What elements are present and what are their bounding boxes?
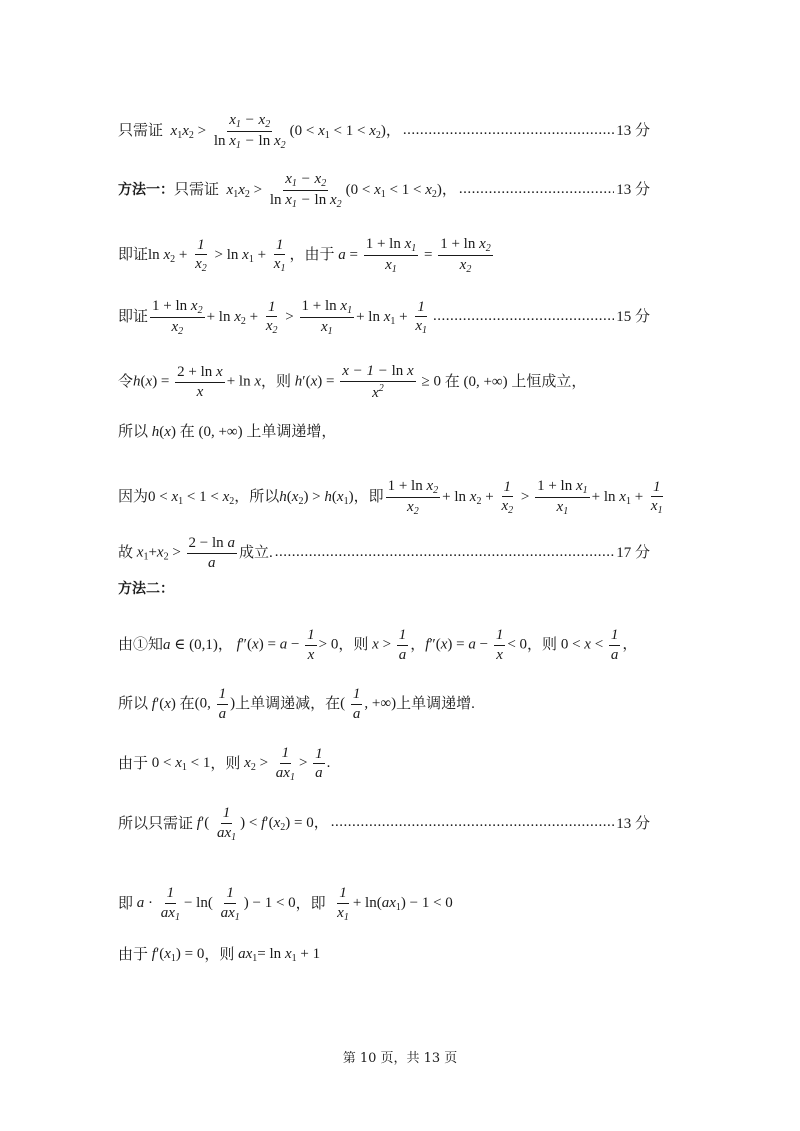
proof-line-5: [118, 363, 650, 401]
line-tail: 上单调递增，: [246, 424, 337, 440]
math-expr-2: f″(x) = a − $\frac{1}{x}$ > 0: [236, 627, 339, 663]
proof-line-11: [118, 686, 650, 722]
line-tail-2: 上恒成立，: [511, 373, 587, 390]
points-label: 13 分: [616, 123, 650, 140]
math-expr: h(x): [151, 424, 180, 440]
line-mid: ，则: [261, 373, 292, 390]
math-expr: $x_1x_2$ > $\frac{x_1 - x_2}{\ln x_1 - \ln x_2}$ $(0 < x_1 < 1 < x_2)$，: [226, 171, 457, 210]
line-lead: 所以: [118, 695, 149, 712]
method-two-heading: 方法二：: [118, 581, 174, 597]
line-mid: 在: [179, 424, 195, 440]
proof-line-4: [118, 298, 650, 337]
math-expr-3: x > $\frac{1}{a}$: [372, 627, 407, 663]
line-lead: 由于: [118, 755, 149, 772]
line-lead: 即: [118, 895, 134, 912]
proof-line-6: [118, 424, 650, 441]
math-expr: a · $\frac{1}{ax_1}$ − ln( $\frac{1}{ax_1}$ ) − 1 < 0: [136, 885, 296, 923]
line-mid: ，: [217, 636, 233, 653]
math-expr-2: $h(x_2) > h(x_1)$: [279, 488, 354, 507]
line-lead: 因为: [118, 489, 149, 506]
proof-line-15: [118, 946, 650, 964]
line-tail: 上单调递减，在: [235, 695, 341, 712]
proof-line-9: [118, 582, 650, 597]
leader-dots: [433, 310, 614, 325]
math-expr-2: $\frac{1}{x_1}$ + $\ln(ax_1) - 1 < 0$: [337, 885, 453, 923]
math-expr: h(x) = $\frac{\text{2 + ln x}}{x}$ + ln x: [133, 364, 262, 400]
line-lead: 即证: [118, 309, 149, 326]
proof-line-2: [118, 171, 650, 210]
interval: (0, $\frac{1}{a}$ ): [194, 686, 236, 722]
math-expr: $\ln x_2$ + $\frac{1}{x_2}$ > $\ln x_1$ + $\frac{1}{x_1}$: [148, 236, 286, 275]
math-expr: $f'(x_1) = 0$: [151, 946, 205, 964]
line-mid: ，即: [295, 895, 326, 912]
line-mid: ，则: [204, 946, 235, 963]
line-tail: ，即: [353, 489, 384, 506]
math-expr-4: f″(x) = a − $\frac{1}{x}$ < 0: [425, 627, 528, 663]
leader-dots: [459, 183, 614, 198]
line-lead: 只需证: [174, 182, 220, 199]
points-label: 17 分: [616, 544, 650, 561]
method-one-heading: 方法一：: [118, 181, 174, 198]
line-lead: 故: [118, 544, 134, 561]
math-expr-2: $x_2$ > $\frac{1}{ax_1}$ > $\frac{1}{a}$ .: [244, 745, 331, 783]
proof-line-14: [118, 885, 650, 923]
math-expr-2: $ax_1= \ln x_1 + 1$: [238, 946, 321, 964]
interval: (0, +∞): [459, 373, 512, 390]
line-tail: 在: [444, 373, 460, 390]
math-expr: $x_1+x_2$ > $\frac{\text{2 − ln a}}{a}$: [136, 535, 235, 571]
math-expr: $0 < x_1 < 1 < x_2$: [148, 488, 235, 507]
proof-line-12: [118, 745, 650, 783]
math-expr-5: 0 < x < $\frac{1}{a}$ ，: [557, 627, 638, 663]
line-mid: ，由于: [289, 247, 335, 264]
proof-line-7: [118, 478, 663, 517]
proof-line-3: [118, 236, 650, 275]
line-lead: 即证: [118, 247, 149, 264]
points-label: 13 分: [616, 182, 650, 199]
math-expr-2: a = $\frac{1 + \ln x_1}{x_1}$ = $\frac{1 + \ln x_2}{x_2}$: [338, 236, 491, 275]
proof-line-8: [118, 535, 650, 571]
line-lead: 所以只需证: [118, 815, 194, 832]
line-mid: 在: [179, 695, 195, 712]
math-expr: f′( $\frac{1}{ax_1}$ ) < $f'(x_2) = 0$，: [196, 805, 329, 843]
leader-dots: [275, 546, 615, 561]
math-expr: $\frac{1 + \ln x_2}{x_2}$ + $\ln x_2$ + $\frac{1}{x_2}$ > $\frac{1 + \ln x_1}{x_1}$ + $\ln x_1$ + $\frac{1}{x_1}$: [152, 298, 428, 337]
proof-line-13: [118, 805, 650, 843]
interval: (0, +∞): [194, 424, 247, 440]
line-mid: ，则: [210, 755, 241, 772]
proof-line-10: [118, 627, 660, 663]
line-tail-2: ，则: [527, 636, 558, 653]
line-tail: 成立.: [238, 544, 273, 561]
math-expr: $0 < x_1 < 1$: [148, 754, 211, 773]
line-tail-2: 上单调递增.: [396, 695, 475, 712]
line-lead: 令: [118, 373, 134, 390]
line-mid: ，所以: [234, 489, 280, 506]
line-lead: 由于: [118, 946, 149, 963]
page-footer: 第 10 页，共 13 页: [342, 1051, 458, 1066]
line-tail: ，则: [338, 636, 369, 653]
math-expr-3: $\frac{1 + \ln x_2}{x_2}$ + $\ln x_2$ + $\frac{1}{x_2}$ > $\frac{1 + \ln x_1}{x_1}$ + $\ln x_1$ + $\frac{1}{x_1}$: [387, 478, 663, 517]
proof-line-1: [118, 112, 650, 151]
math-expr-2: h′(x) = $\frac{\text{x − 1 − ln x}}{x^2}$ ≥ 0: [294, 363, 445, 401]
points-label: 13 分: [616, 815, 650, 832]
line-lead: 由①知: [118, 636, 164, 653]
leader-dots: [331, 816, 615, 831]
interval-2: ( $\frac{1}{a}$ , +∞): [340, 686, 397, 722]
line-lead: 所以: [118, 424, 149, 440]
math-expr: $x_1x_2$ > $\frac{x_1 - x_2}{\ln x_1 - \ln x_2}$ $(0 < x_1 < 1 < x_2)$，: [170, 112, 401, 151]
line-lead: 只需证: [118, 123, 164, 140]
math-expr: a ∈ (0,1): [163, 636, 218, 653]
points-label: 15 分: [616, 309, 650, 326]
line-sep: ，: [410, 636, 426, 653]
math-expr: f′(x): [151, 695, 180, 712]
leader-dots: [403, 124, 614, 139]
